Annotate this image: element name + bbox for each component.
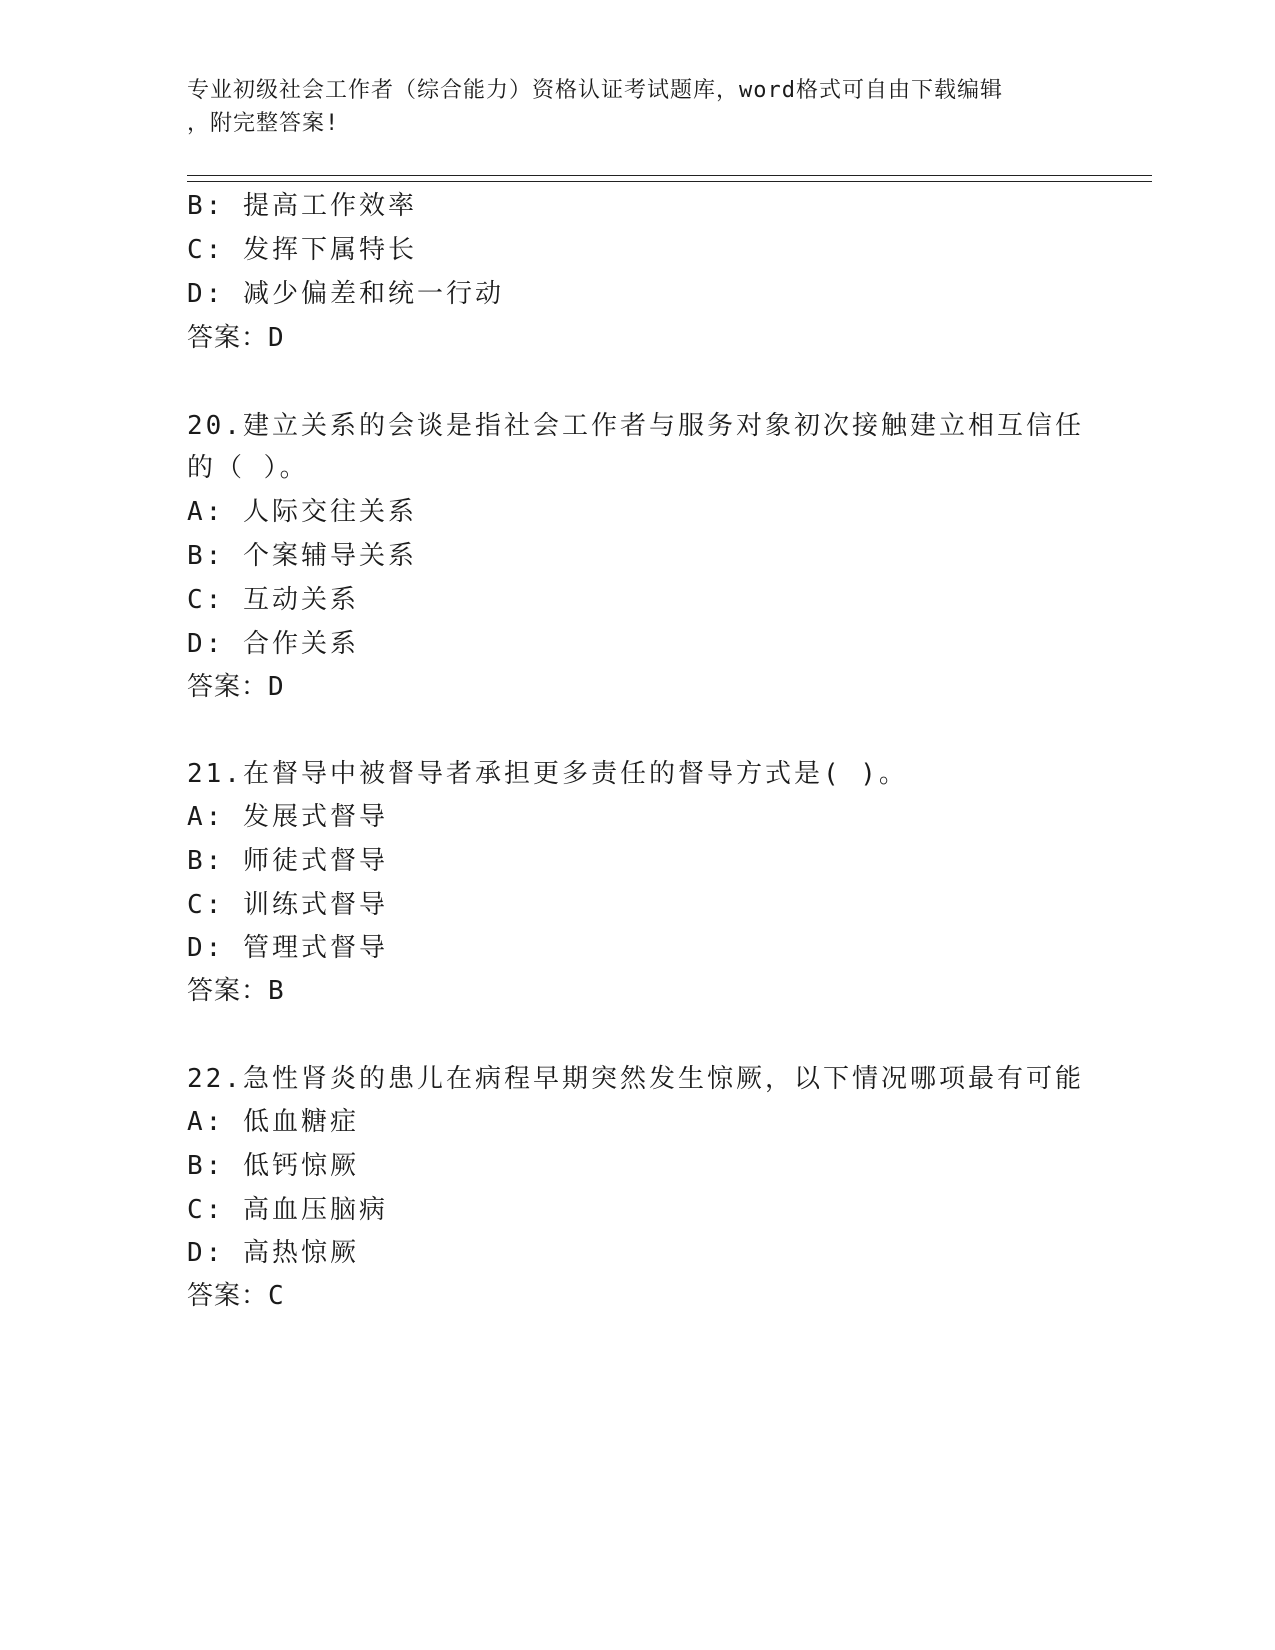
document-header [187,74,1067,140]
header-line-1: 专业初级社会工作者（综合能力）资格认证考试题库，word格式可自由下载编辑 [187,78,1003,103]
q20-option-c: C: 互动关系 [187,585,359,615]
q21-option-b: B: 师徒式督导 [187,846,388,876]
q21-option-c: C: 训练式督导 [187,890,388,920]
q20-option-a: A: 人际交往关系 [187,497,417,527]
q20-option-d: D: 合作关系 [187,629,359,659]
q19-option-d: D: 减少偏差和统一行动 [187,279,504,309]
q20-answer: 答案：D [187,672,285,702]
q20-option-b: B: 个案辅导关系 [187,541,417,571]
q22-option-b: B: 低钙惊厥 [187,1151,359,1181]
q20-stem-line-2: 的（ ）。 [187,453,309,483]
q21-answer: 答案：B [187,976,285,1006]
q22-answer: 答案：C [187,1281,285,1311]
q21-option-d: D: 管理式督导 [187,933,388,963]
header-divider-top [187,175,1152,176]
header-line-2: ，附完整答案! [187,111,340,136]
q21-option-a: A: 发展式督导 [187,802,388,832]
q22-stem-line-1: 22.急性肾炎的患儿在病程早期突然发生惊厥，以下情况哪项最有可能 [187,1064,1084,1094]
q19-option-c: C: 发挥下属特长 [187,235,417,265]
q22-option-c: C: 高血压脑病 [187,1195,388,1225]
q20-stem-line-1: 20.建立关系的会谈是指社会工作者与服务对象初次接触建立相互信任 [187,411,1084,441]
q19-option-b: B: 提高工作效率 [187,191,417,221]
q22-option-d: D: 高热惊厥 [187,1238,359,1268]
q19-answer: 答案：D [187,323,285,353]
q22-option-a: A: 低血糖症 [187,1107,359,1137]
q21-stem-line-1: 21.在督导中被督导者承担更多责任的督导方式是( )。 [187,759,908,789]
header-divider-bottom [187,181,1152,182]
